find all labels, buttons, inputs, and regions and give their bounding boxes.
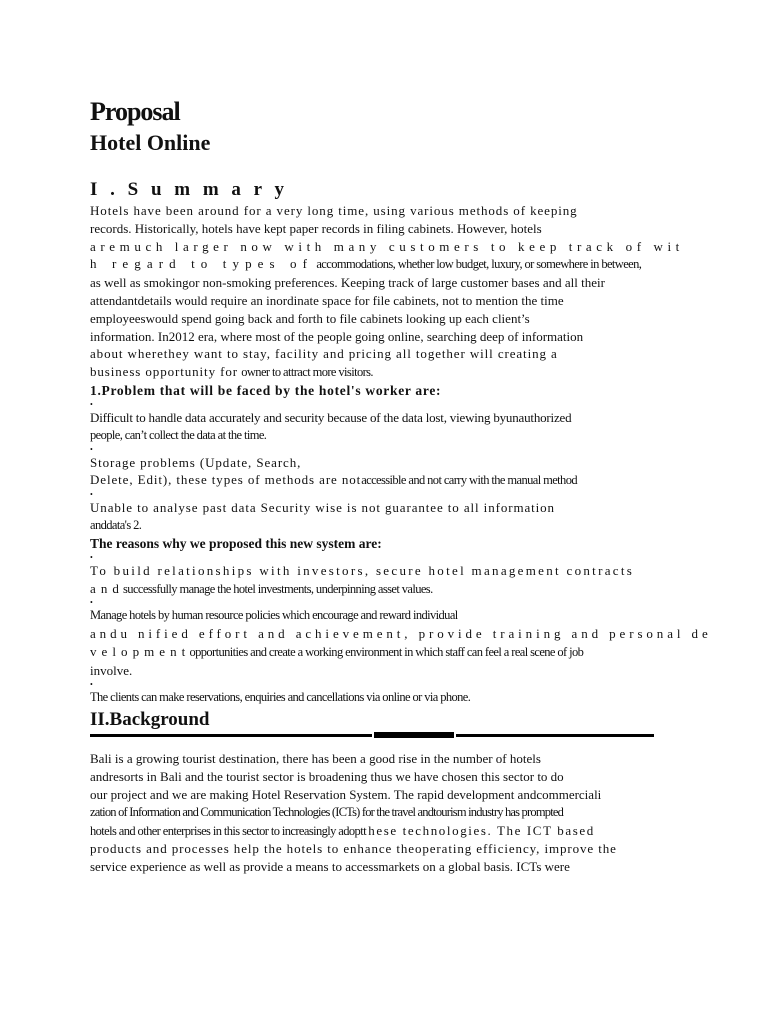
summary-line: attendantdetails would require an inordinate space for file cabinets, not to mention the time [90,292,564,308]
reason-line: a n d [90,580,120,596]
background-line: andresorts in Bali and the tourist sector is broadening thus we have chosen this sector to do [90,769,564,785]
bullet: • [90,552,93,562]
summary-line: aremuch larger now with many customers to keep track of wit [90,238,684,254]
reason-line: Manage hotels by human resource policies which encourage and reward individual [90,608,458,623]
problem-line: anddata's 2. [90,517,142,532]
bullet: • [90,490,93,500]
background-paragraph [90,750,710,876]
summary-line: accommodations, whether low budget, luxury, or somewhere in between, [316,257,642,272]
summary-line: business opportunity for [90,364,238,380]
problem-line: people, can’t collect the data at the time. [90,427,267,442]
summary-line: Hotels have been around for a very long time, using various methods of keeping [90,203,578,218]
problems-heading: 1.Problem that will be faced by the hotel's worker are: [90,382,442,398]
summary-paragraph [90,202,710,382]
background-heading: II.Background [90,709,210,731]
summary-line: employeeswould spend going back and forth to file cabinets looking up each client’s [90,310,530,326]
problem-item [90,409,710,445]
document-title: Proposal [90,97,180,126]
document-subtitle: Hotel Online [90,130,211,155]
problem-line: accessible and not carry with the manual method [361,473,578,488]
summary-line: records. Historically, hotels have kept paper records in filing cabinets. However, hotels [90,220,542,236]
reason-line: To build relationships with investors, secure hotel management contracts [90,562,635,578]
reason-item [90,562,710,599]
bullet: • [90,444,93,454]
summary-line: as well as smokingor non-smoking preferences. Keeping track of large customer bases and all their [90,275,605,291]
reason-item [90,607,710,679]
background-line: these technologies. The ICT based [363,822,595,838]
document-page [90,96,710,876]
reason-item [90,689,710,707]
problem-item [90,454,710,491]
background-line: products and processes help the hotels to enhance theoperating efficiency, improve the [90,841,617,857]
bullet: • [90,598,93,608]
summary-line: about wherethey want to stay, facility and pricing all together will creating a [90,346,558,362]
problem-line: Difficult to handle data accurately and security because of the data lost, viewing byunauthorized [90,409,572,425]
background-line: zation of Information and Communication Technologies (ICTs) for the travel andtourism industry has prompted [90,804,564,819]
reason-line: v e l o p m e n t [90,643,187,659]
background-line: hotels and other enterprises in this sector to increasingly adopt [90,823,364,838]
bullet: • [90,679,93,689]
problem-item [90,499,710,535]
summary-line: h regard to types of [90,256,314,272]
background-line: our project and we are making Hotel Reservation System. The rapid development andcommerciali [90,786,602,802]
summary-line: information. In2012 era, where most of the people going online, searching deep of information [90,328,584,344]
background-line: service experience as well as provide a means to accessmarkets on a global basis. ICTs were [90,859,570,875]
reasons-heading: The reasons why we proposed this new system are: [90,535,382,551]
reason-line: opportunities and create a working environment in which staff can feel a real scene of job [189,644,584,659]
problem-line: Delete, Edit), these types of methods are not [90,472,362,488]
heading-underline [90,732,710,750]
summary-heading: I . S u m m a r y [90,179,289,200]
bullet: • [90,399,93,409]
reason-line: involve. [90,662,133,678]
problem-line: Unable to analyse past data Security wise is not guarantee to all information [90,500,555,516]
reason-line: The clients can make reservations, enquiries and cancellations via online or via phone. [90,689,471,704]
problem-line: Storage problems (Update, Search, [90,454,302,470]
background-line: Bali is a growing tourist destination, there has been a good rise in the number of hotels [90,751,541,767]
summary-line: owner to attract more visitors. [241,365,373,380]
reason-line: successfully manage the hotel investments, underpinning asset values. [123,581,433,596]
reason-line: andu nified effort and achievement, provide training and personal de [90,626,712,642]
